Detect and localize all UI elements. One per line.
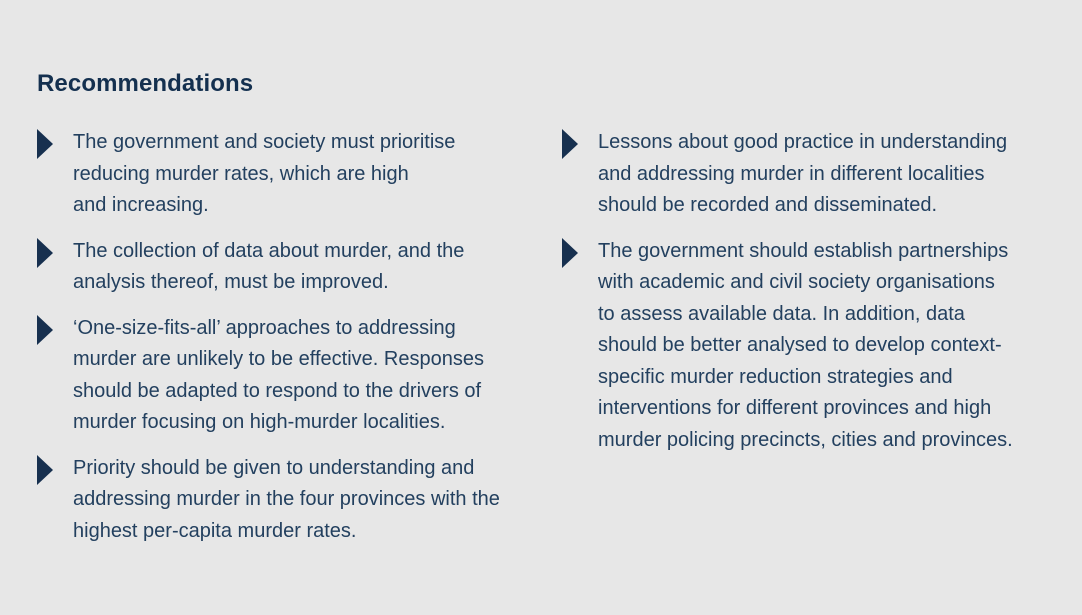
bullet-triangle-icon [37,238,53,268]
bullet-triangle-icon [562,129,578,159]
recommendation-text: ‘One-size-fits-all’ approaches to addressing murder are unlikely to be effective. Responses should be adapted to respond to the drivers of murder focusing on high-murder localities. [73,316,484,433]
recommendation-item [37,453,537,548]
bullet-triangle-icon [37,129,53,159]
recommendation-text: Priority should be given to understanding and addressing murder in the four provinces with the highest per-capita murder rates. [73,456,500,542]
section-heading: Recommendations [37,70,254,97]
recommendation-text: The government and society must prioritise reducing murder rates, which are high and increasing. [73,131,456,216]
bullet-triangle-icon [37,315,53,345]
recommendation-item [37,313,537,439]
recommendation-text: Lessons about good practice in understanding and addressing murder in different localities should be recorded and disseminated. [598,131,1008,216]
bullet-triangle-icon [562,238,578,268]
recommendation-item [37,127,537,222]
recommendation-item [37,236,537,299]
bullet-triangle-icon [37,455,53,485]
recommendation-text: The government should establish partnerships with academic and civil society organisations to assess available data. In addition, data should be better analysed to develop context- specific murder reduction strategies and interventions for different provinces and high murder policing precincts, cities and provinces. [598,239,1013,451]
recommendation-text: The collection of data about murder, and the analysis thereof, must be improved. [73,239,465,293]
recommendations-left-column [37,127,537,561]
recommendations-right-column [562,127,1062,470]
recommendation-item [562,236,1062,457]
recommendation-item [562,127,1062,222]
